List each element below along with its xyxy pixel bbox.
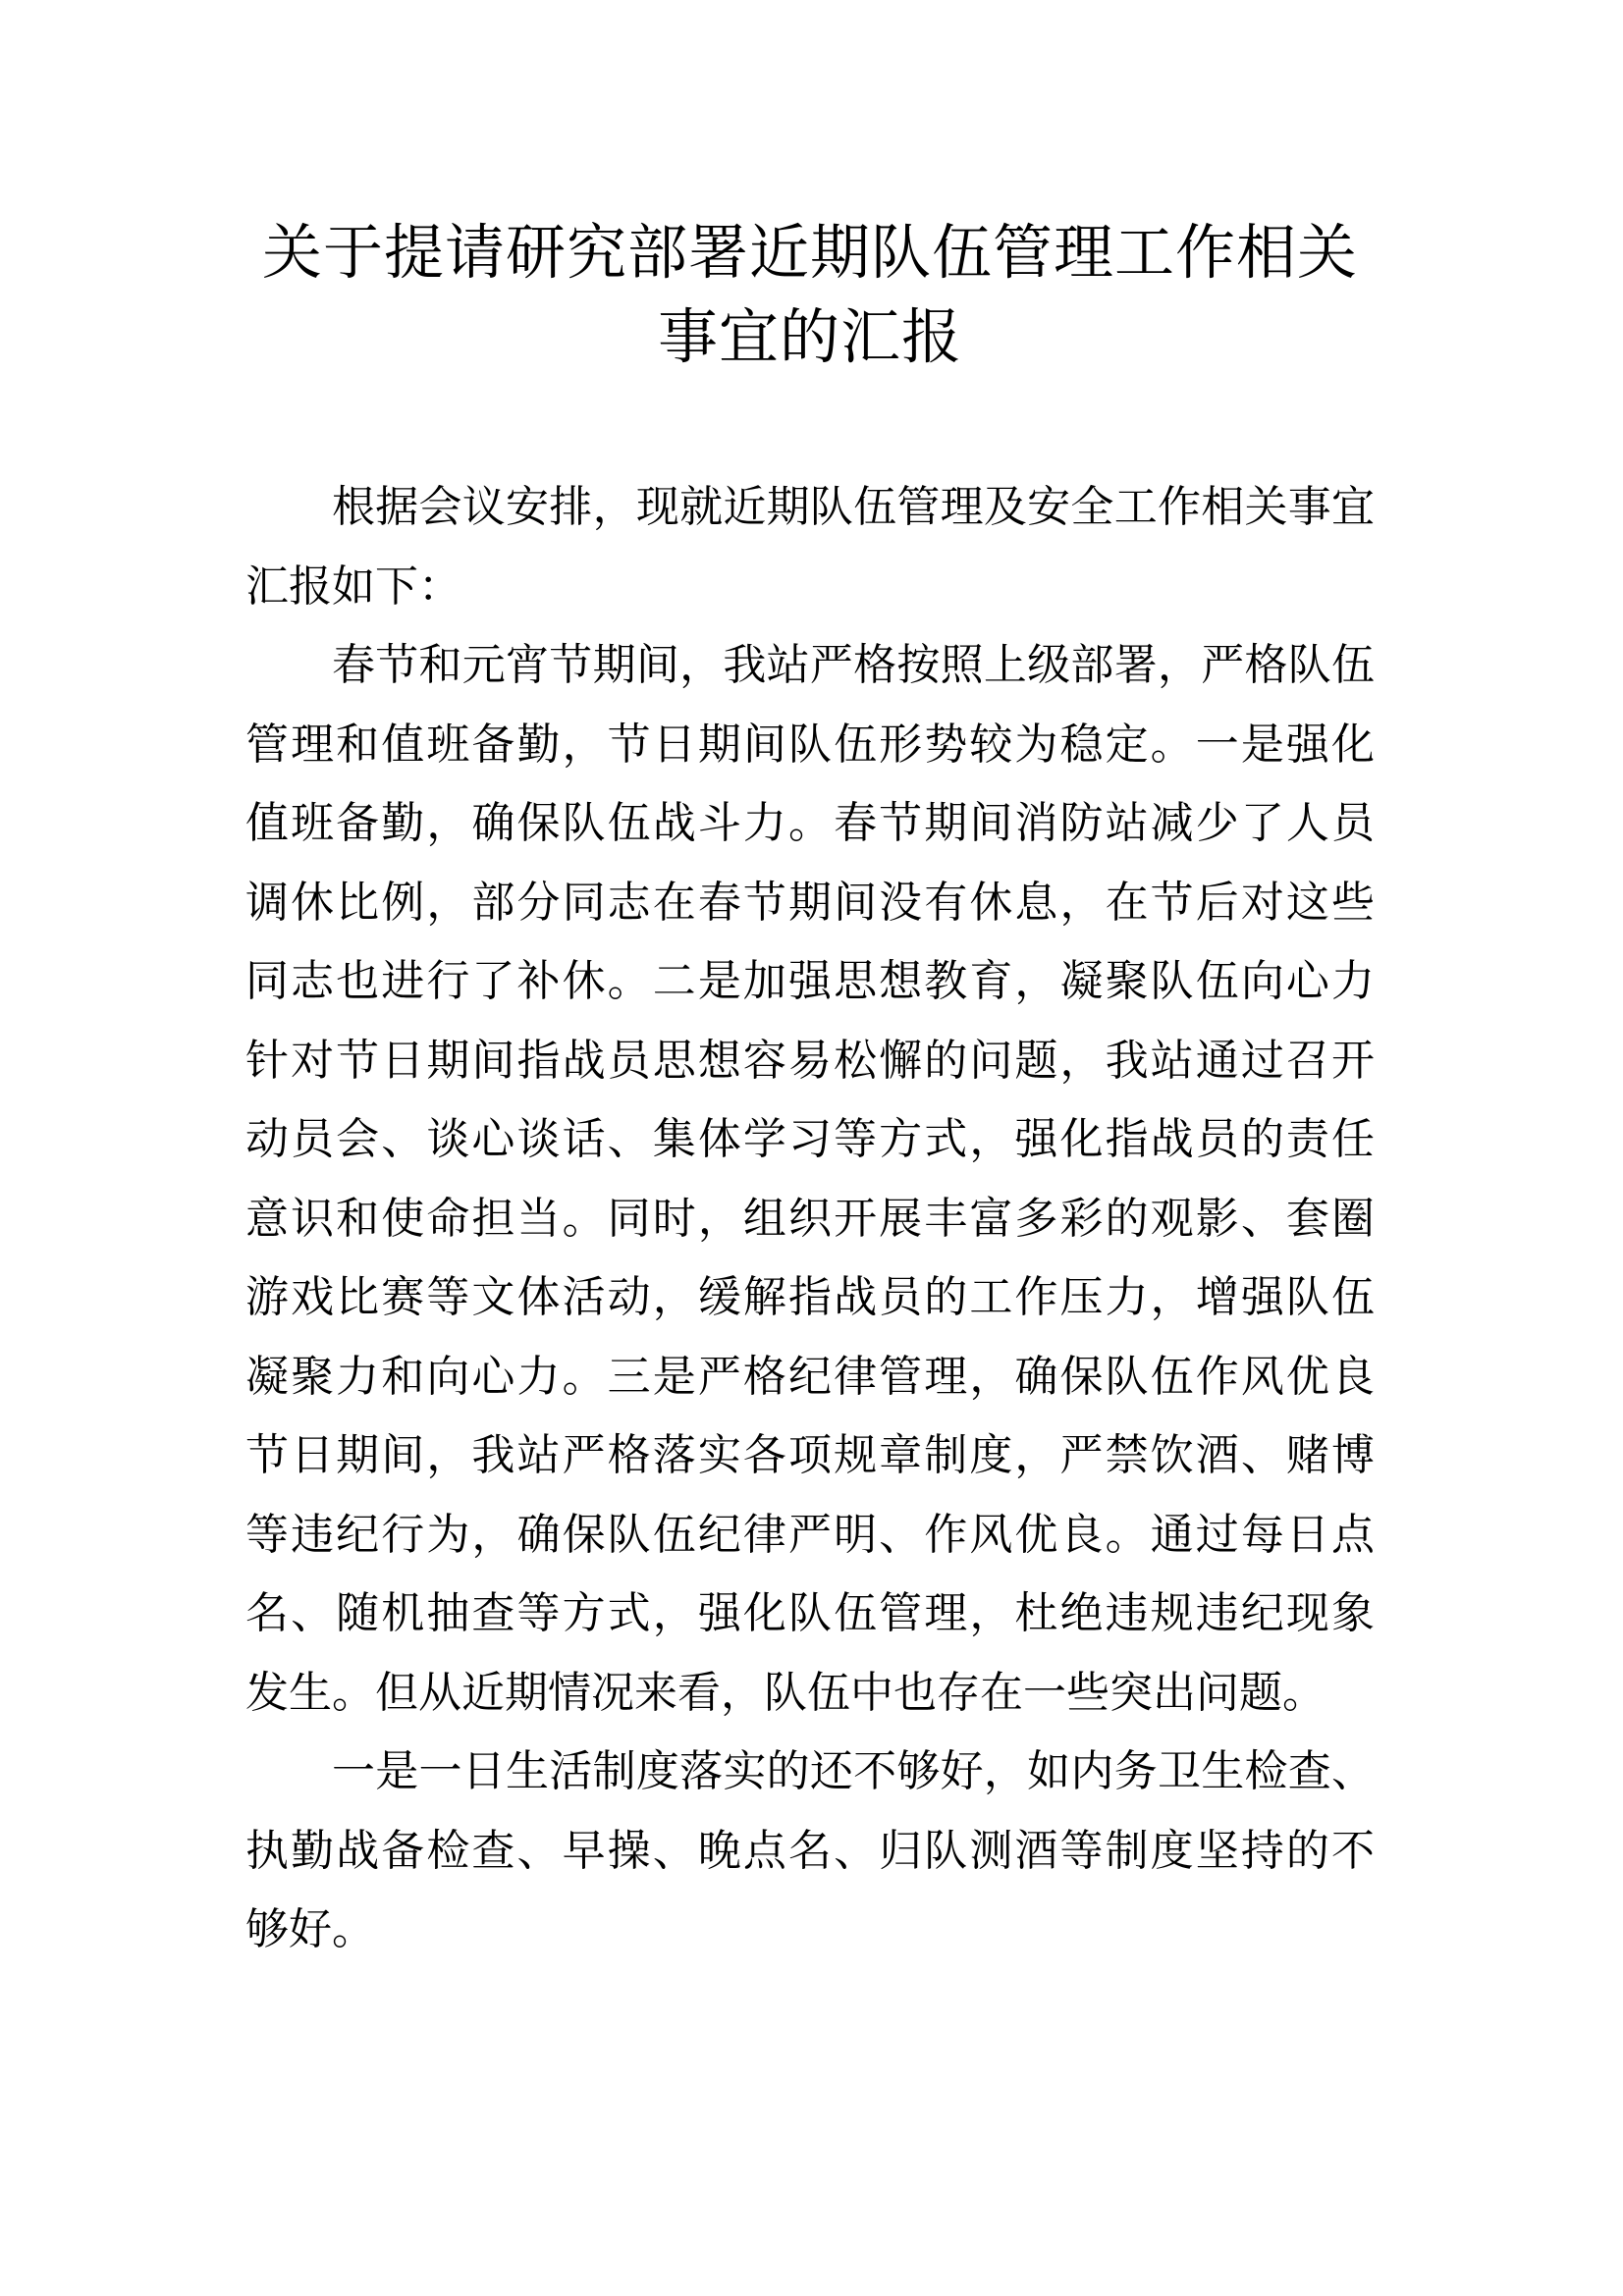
body-line-p2-l10: 凝聚力和向心力。三是严格纪律管理，确保队伍作风优良 (245, 1352, 1375, 1401)
body-line-p2-l11: 节日期间，我站严格落实各项规章制度，严禁饮酒、赌博 (245, 1431, 1375, 1479)
body-line-p2-l5: 同志也进行了补休。二是加强思想教育，凝聚队伍向心力 (245, 957, 1375, 1005)
body-line-p2-l7: 动员会、谈心谈话、集体学习等方式，强化指战员的责任 (245, 1115, 1375, 1163)
document-body (245, 468, 1375, 1970)
body-line-p2-l9: 游戏比赛等文体活动，缓解指战员的工作压力，增强队伍 (245, 1273, 1375, 1321)
body-line-p2-l4: 调休比例，部分同志在春节期间没有休息，在节后对这些 (245, 878, 1375, 927)
body-line-p3-l3: 够好。 (245, 1905, 375, 1953)
body-line-p2-l1: 春节和元宵节期间，我站严格按照上级部署，严格队伍 (332, 641, 1375, 689)
body-line-p2-l12: 等违纪行为，确保队伍纪律严明、作风优良。通过每日点 (245, 1510, 1375, 1559)
body-line-p3-l2: 执勤战备检查、早操、晚点名、归队测酒等制度坚持的不 (245, 1826, 1375, 1875)
body-line-p2-l6: 针对节日期间指战员思想容易松懈的问题，我站通过召开 (245, 1036, 1375, 1085)
body-line-p2-l14: 发生。但从近期情况来看，队伍中也存在一些突出问题。 (245, 1668, 1325, 1717)
body-line-p2-l3: 值班备勤，确保队伍战斗力。春节期间消防站减少了人员 (245, 799, 1375, 847)
title-line-2: 事宜的汇报 (657, 303, 962, 370)
body-line-p1-l2: 汇报如下： (245, 561, 461, 611)
title-line-1: 关于提请研究部署近期队伍管理工作相关 (261, 219, 1358, 286)
body-line-p3-l1: 一是一日生活制度落实的还不够好，如内务卫生检查、 (332, 1747, 1375, 1795)
document-title (245, 210, 1375, 379)
body-line-p2-l8: 意识和使命担当。同时，组织开展丰富多彩的观影、套圈 (245, 1194, 1375, 1243)
body-line-p2-l2: 管理和值班备勤，节日期间队伍形势较为稳定。一是强化 (245, 720, 1375, 769)
body-line-p1-l1: 根据会议安排，现就近期队伍管理及安全工作相关事宜 (332, 483, 1375, 531)
body-line-p2-l13: 名、随机抽查等方式，强化队伍管理，杜绝违规违纪现象 (245, 1589, 1375, 1637)
